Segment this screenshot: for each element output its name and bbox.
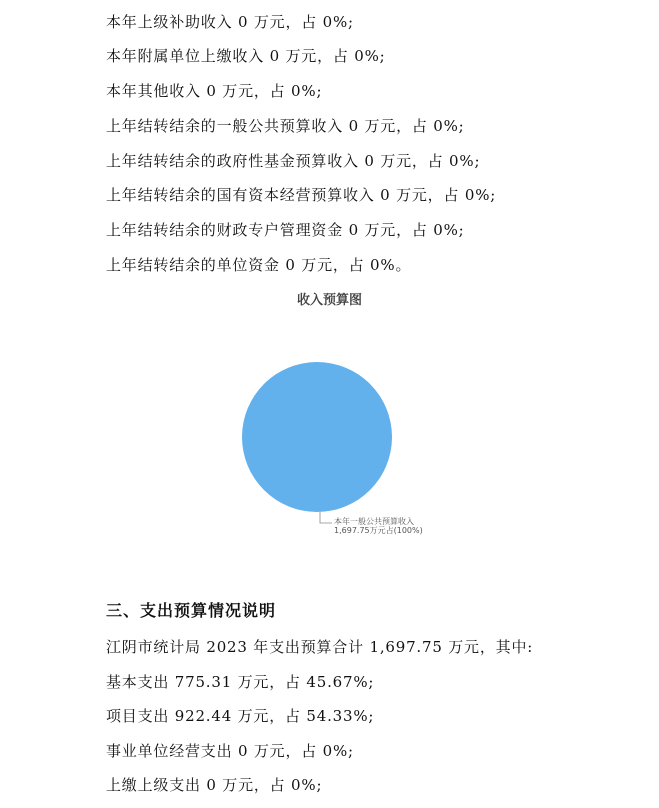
- income-line-4: 上年结转结余的一般公共预算收入 0 万元，占 0%;: [106, 117, 465, 135]
- pie-slice-label: 本年一般公共预算收入: [334, 517, 414, 526]
- expense-line-2: 基本支出 775.31 万元，占 45.67%;: [106, 673, 375, 691]
- expense-line-4: 事业单位经营支出 0 万元，占 0%;: [106, 742, 354, 760]
- section-title: 三、支出预算情况说明: [106, 601, 277, 620]
- income-line-1: 本年上级补助收入 0 万元，占 0%;: [106, 13, 354, 31]
- expense-line-5: 上缴上级支出 0 万元，占 0%;: [106, 776, 323, 794]
- pie-slice: [242, 362, 392, 512]
- income-line-3: 本年其他收入 0 万元，占 0%;: [106, 82, 323, 100]
- income-line-5: 上年结转结余的政府性基金预算收入 0 万元，占 0%;: [106, 152, 481, 170]
- expense-line-3: 项目支出 922.44 万元，占 54.33%;: [106, 707, 375, 725]
- income-line-7: 上年结转结余的财政专户管理资金 0 万元，占 0%;: [106, 221, 465, 239]
- income-line-2: 本年附属单位上缴收入 0 万元，占 0%;: [106, 47, 386, 65]
- income-line-6: 上年结转结余的国有资本经营预算收入 0 万元，占 0%;: [106, 186, 497, 204]
- income-pie-chart: [200, 340, 460, 550]
- expense-line-1: 江阴市统计局 2023 年支出预算合计 1,697.75 万元，其中:: [106, 638, 534, 656]
- pie-slice-value-label: 1,697.75万元占(100%): [334, 526, 423, 535]
- chart-title: 收入预算图: [296, 293, 362, 308]
- income-line-8: 上年结转结余的单位资金 0 万元，占 0%。: [106, 256, 412, 274]
- pie-leader-line: [320, 512, 332, 523]
